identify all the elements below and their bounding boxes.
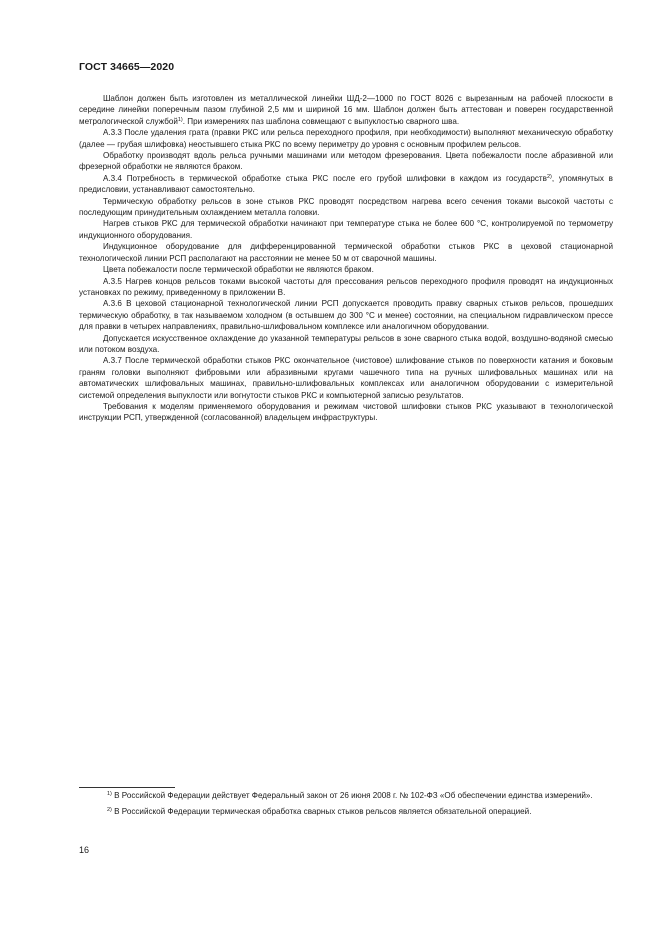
paragraph: Термическую обработку рельсов в зоне стыков РКС проводят посредством нагрева всего сечения токами высокой частоты с последующим принудительным охлаждением металла головки.	[79, 196, 613, 218]
page-number: 16	[79, 845, 90, 855]
paragraph: Цвета побежалости после термической обработки не являются браком.	[103, 265, 374, 275]
paragraph: Допускается искусственное охлаждение до указанной температуры рельсов в зоне сварного стыка водой, воздушно-водяной смесью или потоком воздуха.	[79, 333, 613, 354]
body-text	[79, 93, 613, 424]
footnote-mark: 2)	[107, 807, 112, 814]
paragraph: Требования к моделям применяемого оборудования и режимам чистовой шлифовки стыков РКС указывают в технологической инструкции РСП, утвержденной (согласованной) владельцем инфраструктуры.	[79, 401, 613, 423]
footnote-divider	[79, 787, 175, 788]
paragraph: Шаблон должен быть изготовлен из металлической линейки ШД-2—1000 по ГОСТ 8026 с вырезанным на рабочей плоскости в середине линейки поперечным пазом глубиной 2,5 мм и шириной 16 мм. Шаблон должен быть аттестован и поверен государственной метрологической службой$^{1)}$. При измерениях паз шаблона совмещают с выпуклостью сварного шва.	[79, 94, 613, 126]
paragraph: Индукционное оборудование для дифференцированной термической обработки стыков РКС в цеховой стационарной технологической линии РСП располагают на расстоянии не менее 50 м от сварочной машины.	[79, 242, 613, 263]
footnotes	[79, 790, 613, 823]
document-header: ГОСТ 34665—2020	[79, 61, 175, 73]
paragraph: А.3.7 После термической обработки стыков РКС окончательное (чистовое) шлифование стыков по поверхности катания и боковым граням головки выполняют фибровыми или абразивными кругами чашечного типа на ручных шлифовальных машинах или на автоматических шлифовальных машинах, правильно-шлифовальных комплексах или аналогичном оборудовании с измерительной системой определения выпуклости или вогнутости стыков РКС и компьютерной записью результатов.	[79, 356, 613, 400]
footnote-ref: 1)	[177, 116, 183, 123]
footnote-ref: 2)	[546, 173, 552, 180]
paragraph: А.3.5 Нагрев концов рельсов токами высокой частоты для прессования рельсов переходного профиля проводят на индукционных установках по режиму, приведенному в приложении В.	[79, 276, 613, 297]
paragraph: А.3.4 Потребность в термической обработке стыка РКС после его грубой шлифовки в каждом из государств$^{2)}$, упомянутых в предисловии, устанавливают самостоятельно.	[79, 173, 613, 195]
paragraph: А.3.3 После удаления грата (правки РКС или рельса переходного профиля, при необходимости) выполняют механическую обработку (далее — грубая шлифовка) неостывшего стыка РКС по всему периметру до уровня с основным профилем рельсов.	[79, 128, 613, 149]
footnote: $^{1)}$ В Российской Федерации действует Федеральный закон от 26 июня 2008 г. № 102-ФЗ «Об обеспечении единства измерений».	[107, 791, 593, 800]
footnote: $^{2)}$ В Российской Федерации термическая обработка сварных стыков рельсов является обязательной операцией.	[107, 807, 532, 817]
footnote-mark: 1)	[107, 791, 112, 797]
paragraph: Обработку производят вдоль рельса ручными машинами или методом фрезерования. Цвета побежалости после абразивной или фрезерной обработки не являются браком.	[79, 151, 613, 172]
paragraph: Нагрев стыков РКС для термической обработки начинают при температуре стыка не более 600 °С, контролируемой по термометру индукционного оборудования.	[79, 219, 613, 240]
paragraph: А.3.6 В цеховой стационарной технологической линии РСП допускается проводить правку сварных стыков рельсов, прошедших термическую обработку, в так называемом холодном (в остывшем до 300 °С и менее) состоянии, на специальном гидравлическом прессе для правки в четырех направлениях, правильно-шлифовальном комплексе или аналогичном оборудовании.	[79, 299, 613, 332]
